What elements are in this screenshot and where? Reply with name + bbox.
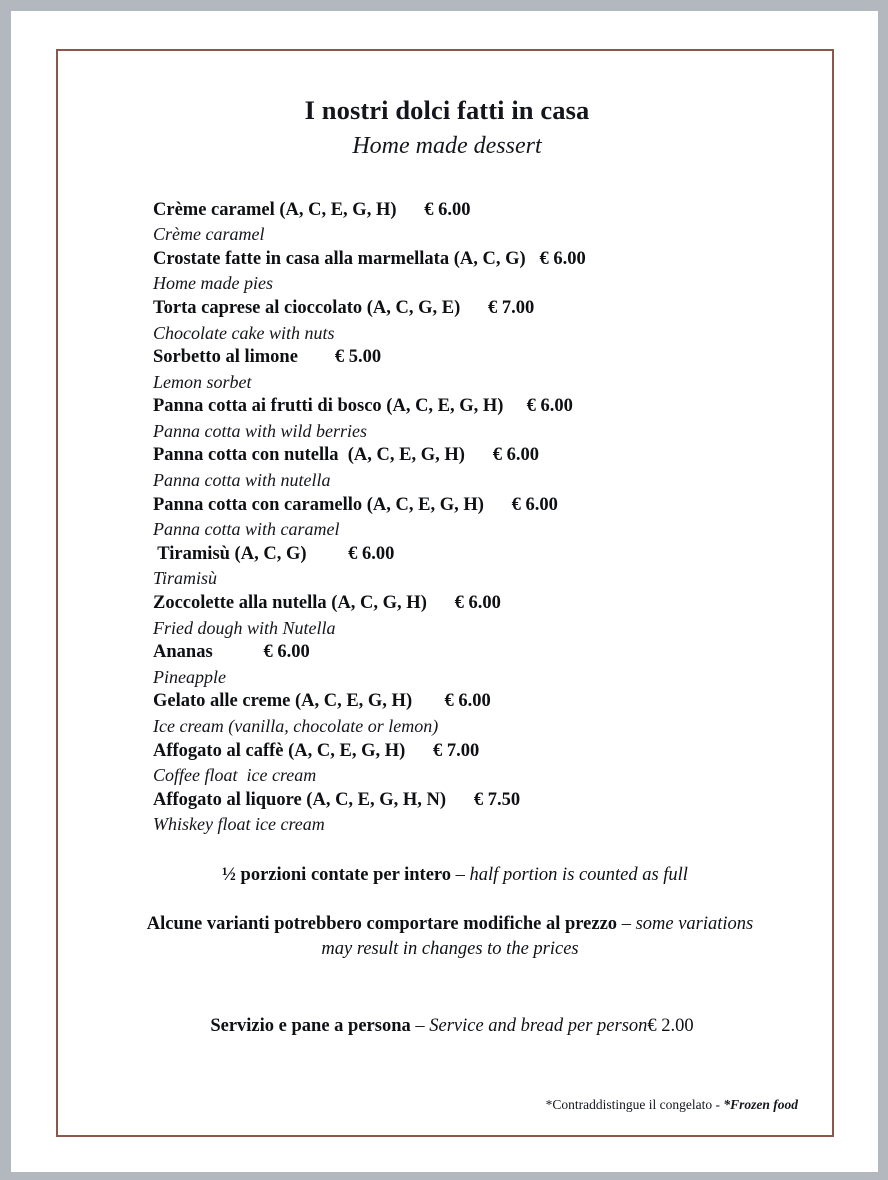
half-portion-note-english: half portion is counted as full	[469, 864, 688, 885]
menu-item	[153, 689, 836, 738]
price-variations-note	[58, 912, 836, 962]
menu-item-name: Crostate fatte in casa alla marmellata (A, C, G)	[153, 248, 526, 269]
menu-item-name: Affogato al liquore (A, C, E, G, H, N)	[153, 789, 447, 810]
half-portion-note-dash: –	[455, 864, 470, 885]
menu-item-price: € 6.00	[454, 593, 501, 614]
service-charge-dash: –	[415, 1015, 430, 1036]
menu-page	[11, 11, 878, 1172]
menu-item-name: Zoccolette alla nutella (A, C, G, H)	[153, 593, 427, 614]
menu-item-name: Gelato alle creme (A, C, E, G, H)	[153, 691, 413, 712]
menu-item-name-row	[153, 493, 836, 518]
frozen-food-footnote-italian: *Contraddistingue il congelato -	[545, 1097, 724, 1112]
price-variations-note-italian: Alcune varianti potrebbero comportare modifiche al prezzo	[146, 913, 622, 934]
menu-item-gap	[460, 298, 488, 318]
menu-item-gap	[405, 741, 433, 761]
menu-item	[153, 542, 836, 591]
menu-item-name: Crème caramel (A, C, E, G, H)	[153, 199, 397, 220]
menu-item-description: Panna cotta with nutella	[153, 470, 331, 491]
menu-item	[153, 739, 836, 788]
menu-item-price: € 7.00	[433, 740, 480, 761]
menu-item-description: Pineapple	[153, 666, 226, 687]
menu-item-gap	[484, 495, 512, 515]
menu-item-price: € 7.50	[473, 789, 521, 810]
menu-item-gap	[526, 249, 540, 269]
menu-item	[153, 788, 836, 837]
frozen-food-footnote-english: *Frozen food	[723, 1097, 798, 1112]
menu-item-name-row	[153, 640, 836, 665]
menu-item-name: Panna cotta con nutella (A, C, E, G, H)	[153, 445, 465, 466]
menu-item-price: € 6.00	[526, 396, 573, 417]
menu-item-description: Lemon sorbet	[153, 371, 252, 392]
service-charge-english: Service and bread per person	[429, 1015, 648, 1036]
menu-item-price: € 6.00	[348, 543, 395, 564]
menu-item-name-row	[153, 689, 836, 714]
price-variations-note-english-line2: may result in changes to the prices	[321, 938, 579, 959]
page-title: I nostri dolci fatti in casa	[304, 95, 590, 125]
menu-item-gap	[307, 544, 349, 564]
menu-item-name-row	[153, 198, 836, 223]
menu-item-gap	[213, 642, 264, 662]
menu-item	[153, 394, 836, 443]
page-subtitle: Home made dessert	[352, 133, 542, 160]
menu-item-name-row	[153, 443, 836, 468]
menu-item-name-row	[153, 542, 836, 567]
service-charge-note	[58, 1014, 836, 1039]
menu-item	[153, 493, 836, 542]
menu-item-name: Panna cotta ai frutti di bosco (A, C, E, G, H)	[153, 396, 504, 417]
menu-item-name: Ananas	[153, 642, 213, 663]
menu-item-description: Tiramisù	[153, 568, 218, 589]
menu-item-gap	[446, 790, 474, 810]
half-portion-note-italian: ½ porzioni contate per intero	[222, 864, 456, 885]
menu-item-gap	[397, 200, 425, 220]
menu-item-description: Fried dough with Nutella	[153, 617, 336, 638]
menu-item-name: Sorbetto al limone	[153, 347, 298, 368]
menu-item-description: Panna cotta with caramel	[153, 519, 340, 540]
menu-content	[58, 51, 836, 1139]
menu-item	[153, 247, 836, 296]
menu-item-gap	[412, 691, 444, 711]
menu-item-price: € 6.00	[263, 642, 310, 663]
menu-item-name-row	[153, 247, 836, 272]
menu-item	[153, 296, 836, 345]
menu-item-description: Coffee float ice cream	[153, 765, 317, 786]
menu-item	[153, 443, 836, 492]
menu-item-name: Torta caprese al cioccolato (A, C, G, E)	[153, 297, 461, 318]
price-variations-note-dash: –	[621, 913, 636, 934]
menu-item-price: € 7.00	[488, 297, 535, 318]
menu-item-name: Affogato al caffè (A, C, E, G, H)	[153, 740, 406, 761]
menu-item-description: Ice cream (vanilla, chocolate or lemon)	[153, 716, 439, 736]
menu-item-name: Tiramisù (A, C, G)	[153, 543, 307, 564]
menu-item-gap	[427, 593, 455, 613]
half-portion-note	[58, 863, 836, 888]
menu-item-description: Panna cotta with wild berries	[153, 420, 367, 441]
menu-item-gap	[298, 347, 335, 367]
menu-item	[153, 345, 836, 394]
service-charge-italian: Servizio e pane a persona	[210, 1015, 416, 1036]
menu-item-name-row	[153, 788, 836, 813]
menu-item-description: Chocolate cake with nuts	[153, 322, 335, 343]
menu-item-gap	[465, 445, 493, 465]
menu-item-gap	[503, 396, 526, 416]
menu-item-name: Panna cotta con caramello (A, C, E, G, H)	[153, 494, 484, 515]
menu-border-frame	[56, 49, 834, 1137]
menu-item	[153, 198, 836, 247]
menu-item-name-row	[153, 591, 836, 616]
menu-item-description: Whiskey float ice cream	[153, 814, 325, 835]
dessert-list	[58, 198, 836, 837]
menu-item-price: € 6.00	[511, 494, 558, 515]
menu-item-name-row	[153, 296, 836, 321]
menu-item-price: € 6.00	[539, 248, 586, 269]
menu-item-price: € 6.00	[492, 445, 539, 466]
menu-item-name-row	[153, 394, 836, 419]
frozen-food-footnote	[546, 1097, 798, 1113]
menu-item	[153, 640, 836, 689]
menu-item-description: Home made pies	[153, 273, 273, 294]
price-variations-note-english-line1: some variations	[635, 913, 754, 934]
menu-item-price: € 6.00	[444, 691, 491, 712]
menu-item-price: € 5.00	[334, 347, 382, 368]
menu-item-name-row	[153, 739, 836, 764]
menu-item-price: € 6.00	[424, 199, 471, 220]
menu-item-name-row	[153, 345, 836, 370]
menu-item-description: Crème caramel	[153, 224, 265, 245]
service-charge-price: € 2.00	[647, 1015, 694, 1036]
menu-item	[153, 591, 836, 640]
